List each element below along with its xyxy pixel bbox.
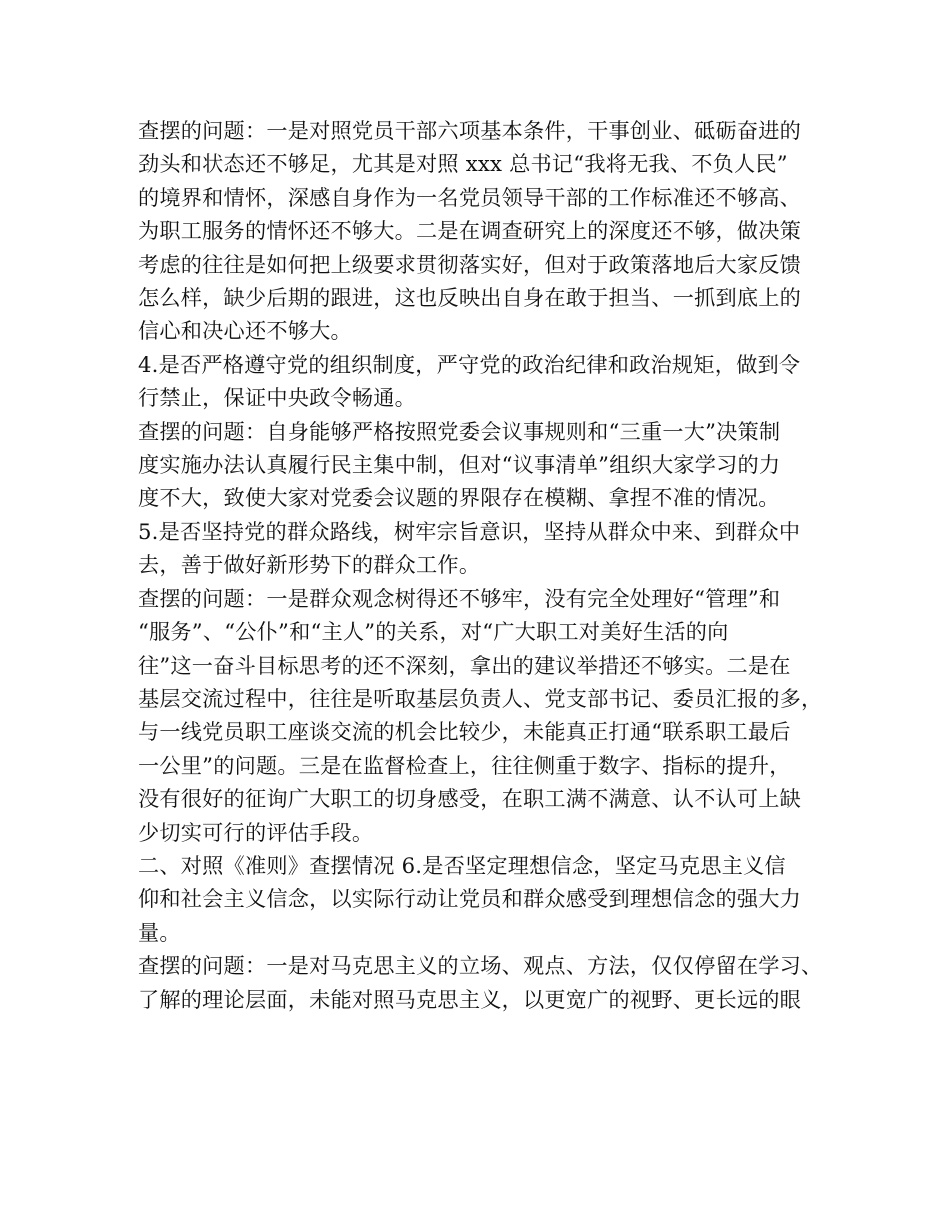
text-line: 去，善于做好新形势下的群众工作。	[138, 552, 481, 578]
text-line: 度不大，致使大家对党委会议题的界限存在模糊、拿捏不准的情况。	[138, 485, 780, 511]
text-line: 了解的理论层面，未能对照马克思主义，以更宽广的视野、更长远的眼	[138, 986, 802, 1012]
text-line: 基层交流过程中，往往是听取基层负责人、党支部书记、委员汇报的多，	[138, 685, 823, 711]
text-line: 一公里”的问题。三是在监督检查上，往往侧重于数字、指标的提升，	[138, 752, 791, 778]
document-body	[138, 114, 828, 1016]
text-line: 查摆的问题：自身能够严格按照党委会议事规则和“三重一大”决策制	[138, 418, 781, 444]
text-line: 量。	[138, 919, 181, 945]
text-line: 度实施办法认真履行民主集中制，但对“议事清单”组织大家学习的力	[138, 452, 781, 478]
text-line: 考虑的往往是如何把上级要求贯彻落实好，但对于政策落地后大家反馈	[138, 251, 802, 277]
text-line: 劲头和状态还不够足，尤其是对照 xxx 总书记“我将无我、不负人民”	[138, 151, 788, 177]
text-line: 查摆的问题：一是群众观念树得还不够牢，没有完全处理好“管理”和	[138, 585, 781, 611]
text-line: 仰和社会主义信念，以实际行动让党员和群众感受到理想信念的强大力	[138, 886, 802, 912]
text-line: 4.是否严格遵守党的组织制度，严守党的政治纪律和政治规矩，做到令	[138, 351, 801, 377]
text-line: 信心和决心还不够大。	[138, 318, 352, 344]
text-line: 5.是否坚持党的群众路线，树牢宗旨意识，坚持从群众中来、到群众中	[138, 518, 801, 544]
text-line: 二、对照《准则》查摆情况 6.是否坚定理想信念，坚定马克思主义信	[138, 852, 786, 878]
text-line: 少切实可行的评估手段。	[138, 819, 374, 845]
text-line: 没有很好的征询广大职工的切身感受，在职工满不满意、认不认可上缺	[138, 786, 802, 812]
text-line: 查摆的问题：一是对照党员干部六项基本条件，干事创业、砥砺奋进的	[138, 118, 802, 143]
text-line: 查摆的问题：一是对马克思主义的立场、观点、方法，仅仅停留在学习、	[138, 953, 823, 979]
text-line: 为职工服务的情怀还不够大。二是在调查研究上的深度还不够，做决策	[138, 218, 802, 244]
text-line: 的境界和情怀，深感自身作为一名党员领导干部的工作标准还不够高、	[138, 184, 802, 210]
text-line: 怎么样，缺少后期的跟进，这也反映出自身在敢于担当、一抓到底上的	[138, 285, 802, 311]
text-line: 行禁止，保证中央政令畅通。	[138, 385, 417, 411]
text-line: “服务”、“公仆”和“主人”的关系，对“广大职工对美好生活的向	[138, 619, 729, 645]
text-line: 与一线党员职工座谈交流的机会比较少，未能真正打通“联系职工最后	[138, 719, 791, 745]
text-line: 往”这一奋斗目标思考的还不深刻，拿出的建议举措还不够实。二是在	[138, 652, 791, 678]
